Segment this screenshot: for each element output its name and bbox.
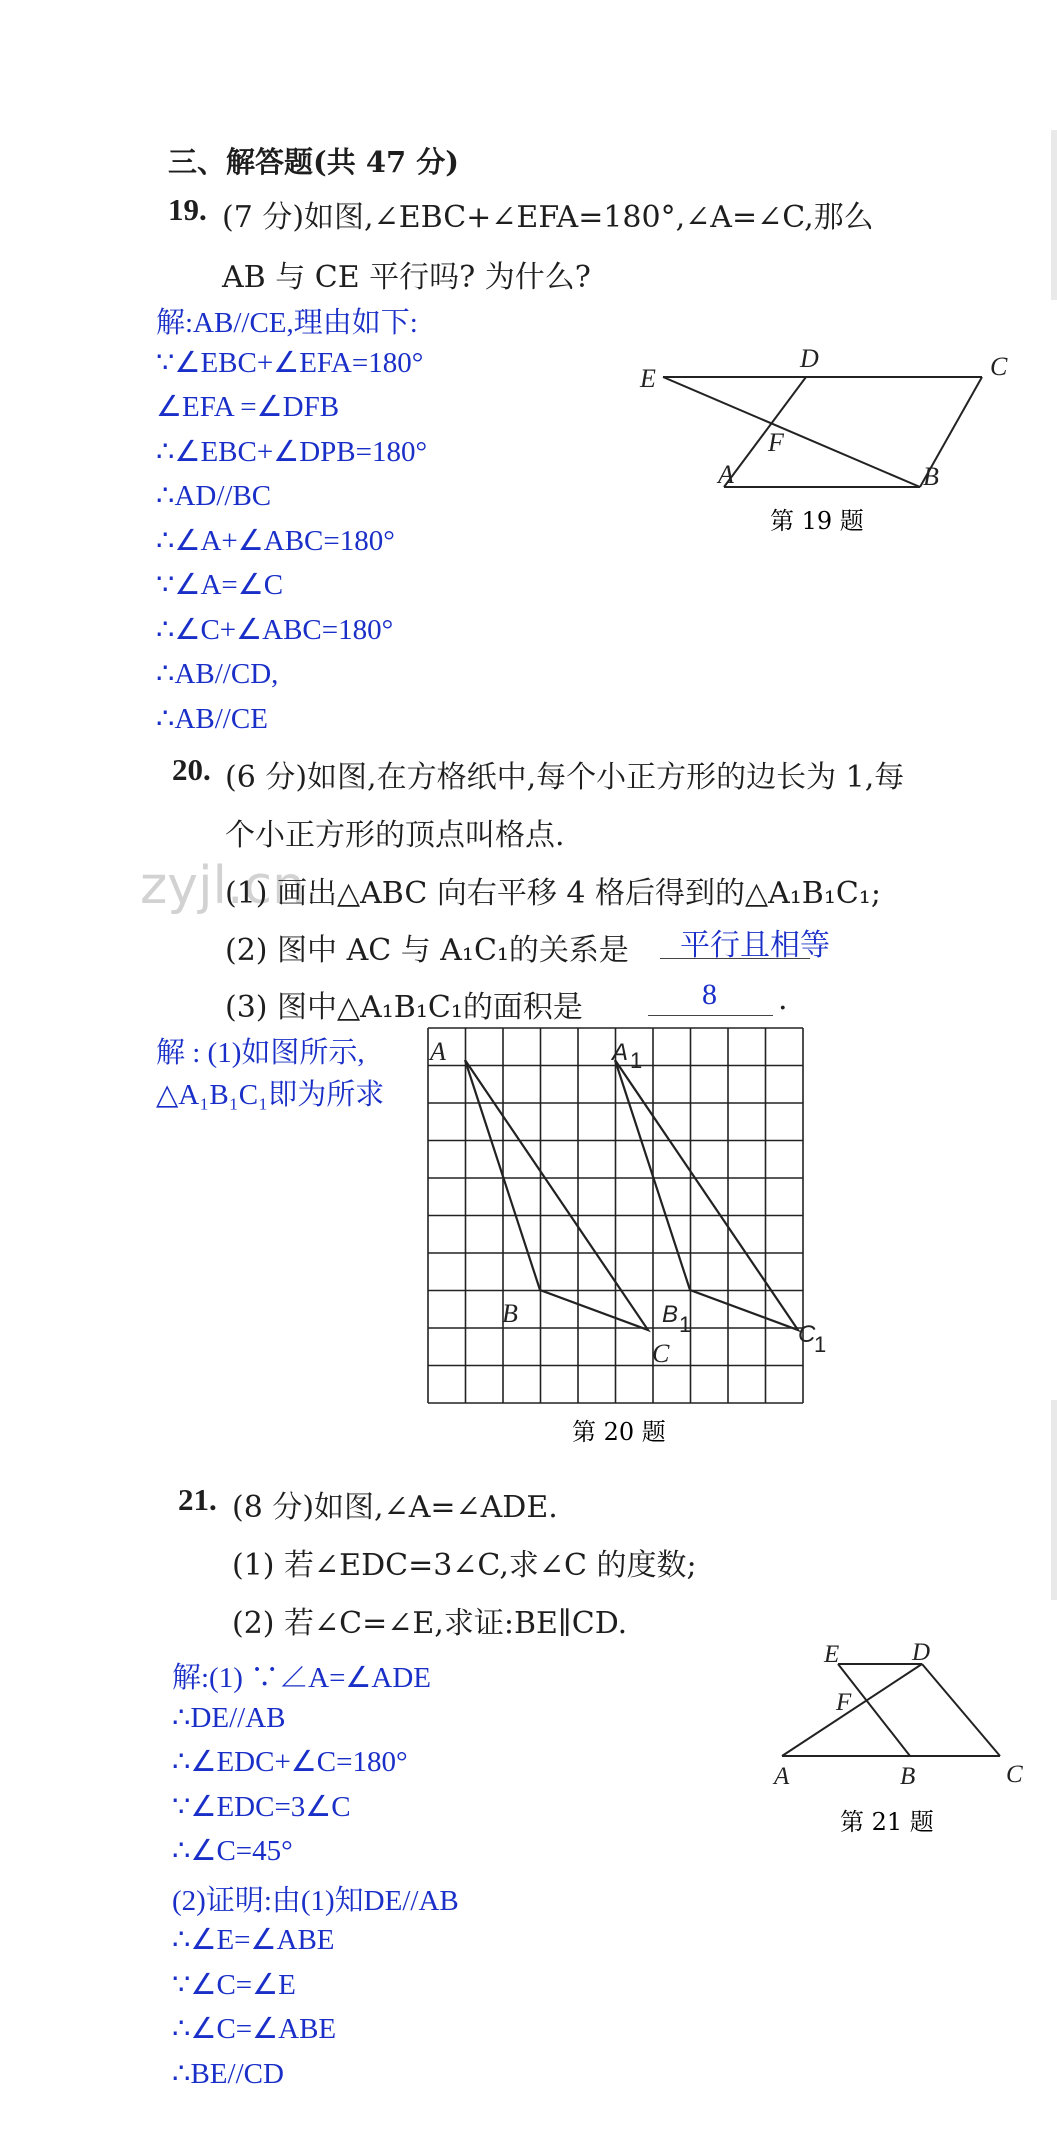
question-text: (6 分)如图,在方格纸中,每个小正方形的边长为 1,每: [225, 760, 905, 795]
point-label: A: [774, 1763, 790, 1790]
answer-line: ∴AB//CD,: [156, 658, 279, 690]
answer-line: ∴∠C=45°: [172, 1835, 293, 1867]
answer-line: 解:(1) ∵∠A=∠ADE: [172, 1662, 432, 1694]
answer-line: ∴∠C+∠ABC=180°: [156, 613, 394, 646]
question-text: (1) 画出△ABC 向右平移 4 格后得到的△A₁B₁C₁;: [225, 876, 881, 911]
question-text: (2) 若∠C=∠E,求证:BE∥CD.: [232, 1606, 628, 1641]
point-label: D: [912, 1639, 931, 1666]
answer-line: ∴∠EBC+∠DPB=180°: [156, 435, 428, 468]
answer-line: ∴AD//BC: [156, 480, 272, 512]
answer-line: ∴∠EDC+∠C=180°: [172, 1746, 408, 1778]
question-number: 20.: [172, 752, 211, 787]
point-label: F: [836, 1689, 852, 1716]
answer-line: ∴∠A+∠ABC=180°: [156, 524, 395, 557]
figure-20: [420, 1020, 827, 1460]
point-label: B: [502, 1299, 518, 1328]
answer-line: ∵∠C=∠E: [172, 1968, 296, 2001]
point-label: A: [430, 1037, 446, 1066]
question-text: .: [778, 982, 788, 1017]
figure-caption: 第 19 题: [770, 507, 864, 535]
answer-line: ∴DE//AB: [172, 1701, 286, 1734]
question-text: 个小正方形的顶点叫格点.: [225, 818, 565, 853]
point-label: E: [640, 364, 656, 393]
answer-line: ∠EFA =∠DFB: [156, 391, 340, 423]
answer-line: (2)证明:由(1)知DE//AB: [172, 1884, 459, 1917]
question-text: (3) 图中△A₁B₁C₁的面积是: [225, 990, 583, 1025]
question-text: (1) 若∠EDC=3∠C,求∠C 的度数;: [232, 1548, 697, 1583]
answer-line: ∵∠A=∠C: [156, 569, 284, 601]
point-label: C: [798, 1321, 816, 1348]
point-label-subscript: 1: [630, 1048, 643, 1073]
point-label: C: [990, 352, 1008, 381]
figure-19: [630, 345, 1030, 555]
watermark: zyjl.cn: [140, 856, 306, 916]
point-label: A: [718, 460, 734, 489]
question-text: (8 分)如图,∠A=∠ADE.: [232, 1490, 558, 1525]
point-label: C: [1006, 1761, 1023, 1788]
answer-line: ∴∠E=∠ABE: [172, 1924, 335, 1956]
section-title: 三、解答题(共 47 分): [168, 145, 459, 179]
answer-line: 解:AB//CE,理由如下:: [156, 307, 418, 339]
question-text: AB 与 CE 平行吗? 为什么?: [222, 260, 591, 295]
answer-line: ∴AB//CE: [156, 702, 268, 735]
answer-line: △A₁B₁C₁即为所求: [156, 1079, 385, 1111]
answer-blank: [648, 1015, 773, 1016]
answer-line: ∴BE//CD: [172, 2057, 284, 2090]
page-edge-strip: [1051, 130, 1057, 300]
question-number: 19.: [168, 192, 207, 227]
answer-line: 解 : (1)如图所示,: [156, 1037, 365, 1069]
answer-line: ∴∠C=∠ABE: [172, 2013, 337, 2045]
point-label: F: [768, 428, 784, 457]
point-label-subscript: 1: [679, 1312, 692, 1337]
point-label: B: [923, 462, 939, 491]
question-number: 21.: [178, 1482, 217, 1517]
point-label: B: [900, 1763, 916, 1790]
point-label: C: [652, 1339, 670, 1368]
point-label: A: [612, 1039, 629, 1066]
question-text: (7 分)如图,∠EBC+∠EFA=180°,∠A=∠C,那么: [222, 200, 874, 235]
point-label: D: [800, 344, 819, 373]
answer-line: ∵∠EDC=3∠C: [172, 1790, 351, 1823]
handwritten-answer: 8: [702, 978, 717, 1011]
answer-line: ∵∠EBC+∠EFA=180°: [156, 346, 424, 379]
point-label-subscript: 1: [814, 1332, 827, 1357]
point-label: B: [662, 1301, 679, 1328]
figure-21: [760, 1639, 1040, 1850]
point-label: E: [824, 1641, 840, 1668]
page-edge-strip: [1051, 1400, 1057, 1600]
question-text: (2) 图中 AC 与 A₁C₁的关系是: [225, 933, 629, 968]
handwritten-answer: 平行且相等: [680, 929, 830, 962]
figure-caption: 第 21 题: [840, 1808, 934, 1836]
figure-caption: 第 20 题: [572, 1418, 666, 1446]
